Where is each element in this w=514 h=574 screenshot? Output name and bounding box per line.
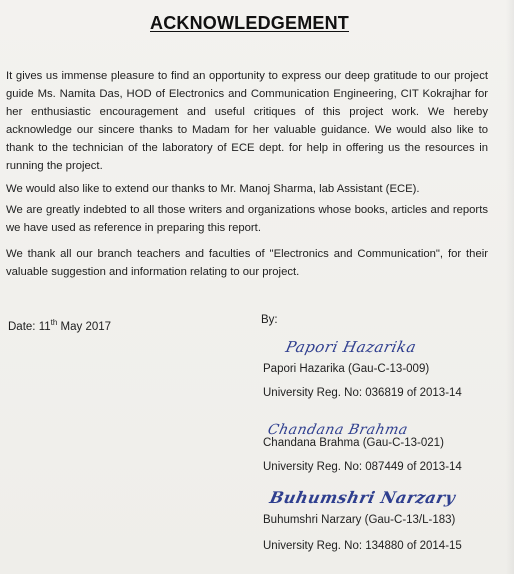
member-2-registration: University Reg. No: 087449 of 2013-14 [263, 461, 462, 473]
paragraph-3: We are greatly indebted to all those writers and organizations whose books, articles and reports we have used as reference in preparing this report. [6, 204, 488, 234]
date-line [8, 318, 111, 333]
page-edge-shadow [506, 0, 514, 574]
page-title: ACKNOWLEDGEMENT [150, 13, 349, 33]
paragraph-2: We would also like to extend our thanks to Mr. Manoj Sharma, lab Assistant (ECE). [6, 183, 420, 195]
member-1-registration: University Reg. No: 036819 of 2013-14 [263, 387, 462, 399]
date-label: Date: [8, 320, 36, 333]
signature-papori: Papori Hazarika [284, 338, 419, 356]
paragraph-4: We thank all our branch teachers and faculties of "Electronics and Communication", for their valuable suggestion and information relating to our project. [6, 248, 488, 278]
by-label: By: [261, 314, 278, 326]
date-day-suffix: th [50, 318, 58, 327]
member-3-registration: University Reg. No: 134880 of 2014-15 [263, 540, 462, 552]
member-3-name: Buhumshri Narzary (Gau-C-13/L-183) [263, 514, 456, 526]
date-day: 11 [38, 320, 51, 333]
signature-buhumshri: Buhumshri Narzary [267, 488, 458, 507]
date-month-year: May 2017 [60, 320, 112, 333]
signature-chandana: Chandana Brahma [266, 422, 410, 438]
member-2-name: Chandana Brahma (Gau-C-13-021) [263, 437, 444, 449]
paragraph-1: It gives us immense pleasure to find an opportunity to express our deep gratitude to our project guide Ms. Namita Das, HOD of Electronics and Communication Engineering, CIT Kokrajhar for her enthusiastic encouragement and useful critiques of this project work. We hereby acknowledge our sincere thanks to Madam for her valuable guidance. We would also like to thank to the technician of the laboratory of ECE dept. for help in offering us the resources in running the project. [6, 70, 488, 172]
member-1-name: Papori Hazarika (Gau-C-13-009) [263, 363, 430, 375]
